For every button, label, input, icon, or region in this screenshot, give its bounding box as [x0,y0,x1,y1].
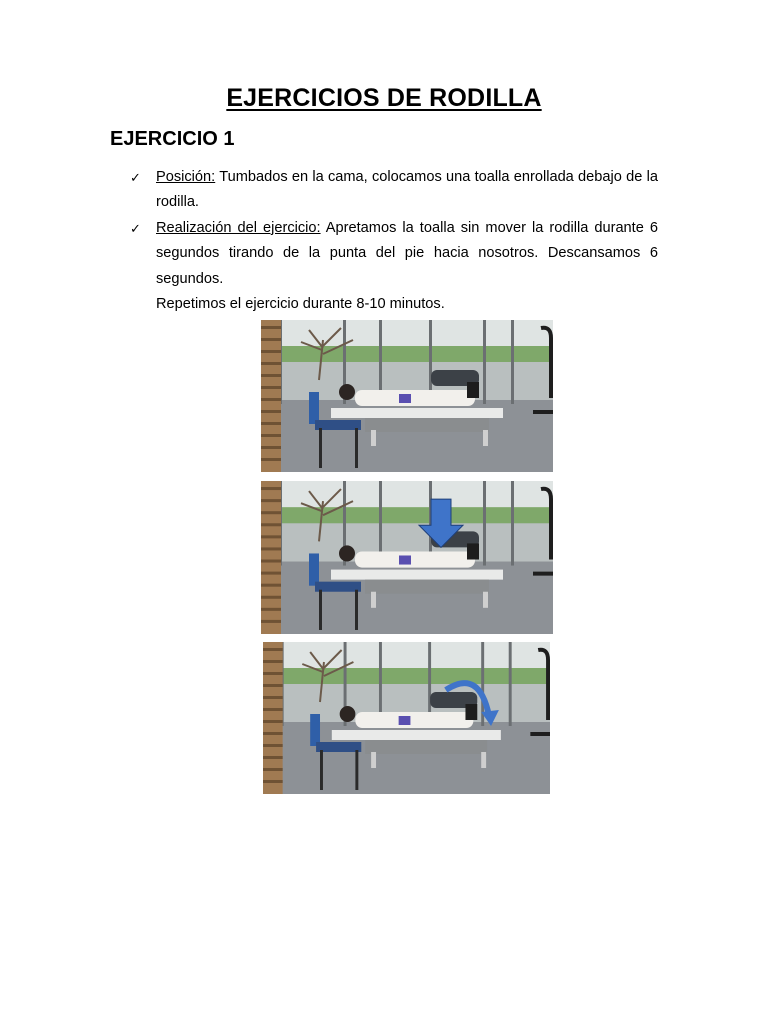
list-item-text [156,216,658,292]
exercise-photo-3 [263,642,550,794]
list-item [130,165,658,216]
execution-label: Realización del ejercicio: [156,219,321,236]
check-icon: ✓ [130,170,141,185]
position-text: Tumbados en la cama, colocamos una toalla enrollada debajo de la rodilla. [156,169,658,211]
repeat-note: Repetimos el ejercicio durante 8-10 minutos. [156,296,445,313]
list-item [130,216,658,292]
exercise-photo-1 [261,320,553,472]
check-icon: ✓ [130,220,141,236]
execution-text: Apretamos la toalla sin mover la rodilla durante 6 segundos tirando de la punta del pie hacia nosotros. Descansamos 6 segundos. [156,219,658,287]
position-label: Posición: [156,169,216,185]
document-title: EJERCICIOS DE RODILLA [226,84,542,112]
exercise-photo-2 [261,481,553,634]
list-item-text [156,165,658,216]
section-heading: EJERCICIO 1 [110,128,235,150]
instruction-list [130,165,658,317]
